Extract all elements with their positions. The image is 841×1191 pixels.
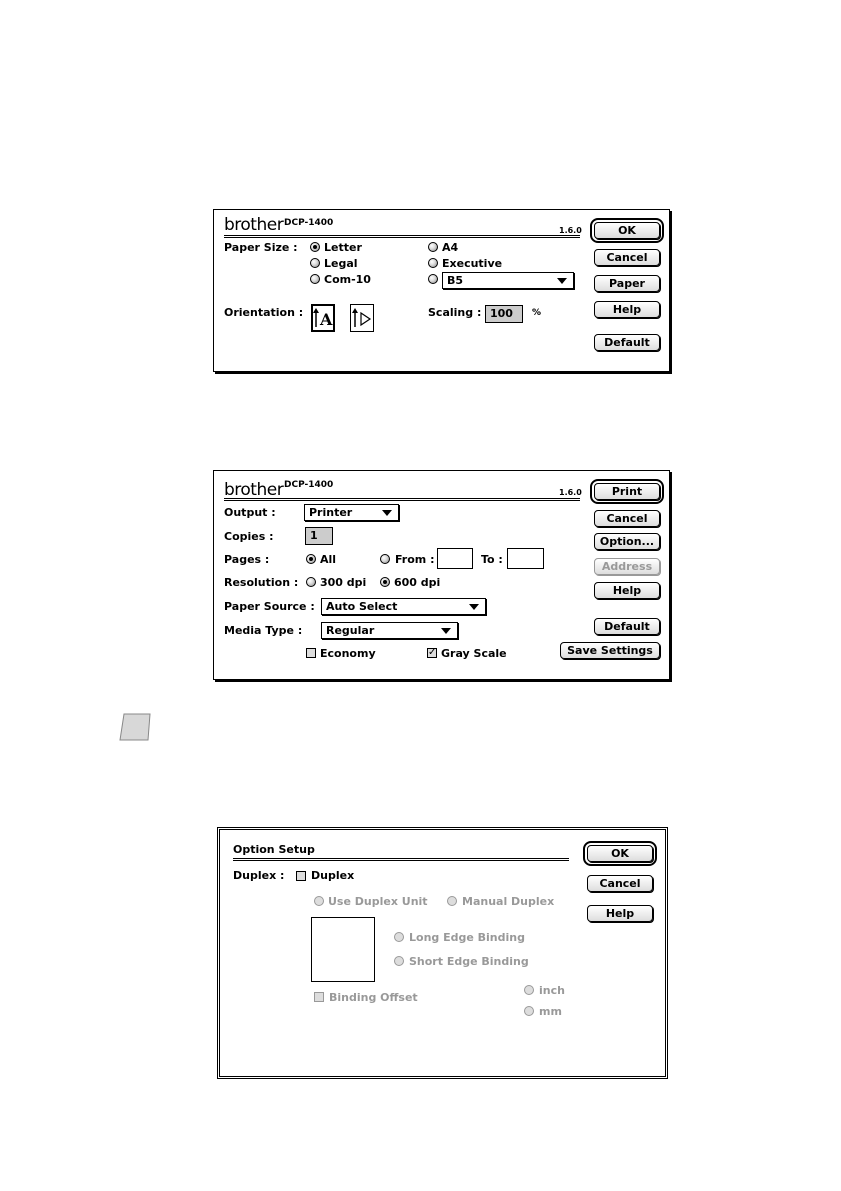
radio-pages-from[interactable] (380, 554, 390, 564)
pages-label: Pages : (224, 553, 270, 566)
res-600-label: 600 dpi (394, 576, 441, 589)
gray-scale-checkbox[interactable]: ✓ (428, 647, 437, 658)
radio-pages-all[interactable] (306, 554, 316, 564)
address-button[interactable]: Address (594, 558, 660, 575)
copies-label: Copies : (224, 530, 274, 543)
cancel-button[interactable]: Cancel (587, 875, 653, 892)
brother-logo: brother (224, 480, 284, 500)
radio-long-edge-binding[interactable] (394, 932, 404, 942)
radio-a4[interactable] (428, 242, 438, 252)
binding-offset-label: Binding Offset (329, 991, 418, 1004)
output-popup-value: Printer (309, 506, 353, 519)
help-button[interactable]: Help (594, 582, 660, 599)
short-edge-label: Short Edge Binding (409, 955, 529, 968)
version-label: 1.6.0 (559, 488, 582, 497)
print-dialog (213, 470, 670, 680)
scaling-input[interactable]: 100 (485, 305, 523, 323)
res-300-label: 300 dpi (320, 576, 367, 589)
scaling-label: Scaling : (428, 306, 482, 319)
paper-size-popup-value: B5 (447, 274, 464, 287)
economy-label: Economy (320, 647, 376, 660)
chevron-down-icon (557, 278, 567, 284)
resolution-label: Resolution : (224, 576, 299, 589)
radio-300dpi[interactable] (306, 577, 316, 587)
version-label: 1.6.0 (559, 226, 582, 235)
pages-to-label: To : (481, 553, 503, 566)
title-divider (224, 498, 580, 501)
page-setup-dialog (213, 209, 670, 372)
paper-button[interactable]: Paper (594, 275, 660, 292)
duplex-preview-box (311, 917, 375, 982)
help-button[interactable]: Help (587, 905, 653, 922)
radio-executive[interactable] (428, 258, 438, 268)
paper-source-popup[interactable] (321, 598, 486, 615)
radio-mm[interactable] (524, 1006, 534, 1016)
option-button[interactable]: Option... (594, 533, 660, 550)
title-divider (233, 858, 569, 861)
duplex-section-label: Duplex : (233, 869, 285, 882)
scaling-unit: % (532, 308, 542, 318)
pages-from-input[interactable] (437, 548, 473, 569)
pages-from-label: From : (395, 553, 435, 566)
inch-label: inch (539, 984, 565, 997)
output-popup[interactable] (304, 504, 399, 521)
radio-600dpi[interactable] (380, 577, 390, 587)
gray-scale-label: Gray Scale (441, 647, 507, 660)
com10-label: Com-10 (324, 273, 371, 286)
pages-to-input[interactable] (507, 548, 544, 569)
radio-legal[interactable] (310, 258, 320, 268)
paper-size-label: Paper Size : (224, 241, 298, 254)
economy-checkbox[interactable] (306, 648, 316, 658)
option-setup-title: Option Setup (233, 843, 315, 856)
media-type-label: Media Type : (224, 624, 303, 637)
chevron-down-icon (441, 628, 451, 634)
radio-short-edge-binding[interactable] (394, 956, 404, 966)
default-button[interactable]: Default (594, 618, 660, 635)
pages-all-label: All (320, 553, 337, 566)
radio-letter[interactable] (310, 242, 320, 252)
radio-com10[interactable] (310, 274, 320, 284)
letter-label: Letter (324, 241, 362, 254)
portrait-orientation-icon[interactable] (311, 304, 335, 332)
help-button[interactable]: Help (594, 301, 660, 318)
manual-duplex-label: Manual Duplex (462, 895, 555, 908)
radio-manual-duplex[interactable] (447, 896, 457, 906)
cancel-button[interactable]: Cancel (594, 249, 660, 266)
duplex-check-label: Duplex (311, 869, 355, 882)
binding-offset-checkbox[interactable] (314, 992, 324, 1002)
output-label: Output : (224, 506, 276, 519)
a4-label: A4 (442, 241, 459, 254)
radio-inch[interactable] (524, 985, 534, 995)
ok-button[interactable]: OK (594, 222, 660, 239)
duplex-checkbox[interactable] (296, 871, 306, 881)
note-icon (118, 712, 154, 746)
media-type-value: Regular (326, 624, 375, 637)
radio-other-size[interactable] (428, 274, 438, 284)
long-edge-label: Long Edge Binding (409, 931, 525, 944)
svg-text:A: A (320, 310, 333, 329)
paper-size-popup[interactable] (442, 272, 574, 289)
paper-source-label: Paper Source : (224, 600, 315, 613)
ok-button[interactable]: OK (587, 845, 653, 862)
title-divider (224, 235, 580, 238)
mm-label: mm (539, 1005, 562, 1018)
chevron-down-icon (382, 510, 392, 516)
executive-label: Executive (442, 257, 503, 270)
radio-use-duplex-unit[interactable] (314, 896, 324, 906)
landscape-orientation-icon[interactable] (350, 304, 374, 332)
copies-input[interactable]: 1 (305, 527, 333, 545)
save-settings-button[interactable]: Save Settings (560, 642, 660, 659)
brother-logo: brother (224, 215, 284, 235)
default-button[interactable]: Default (594, 334, 660, 351)
model-name: DCP-1400 (284, 480, 334, 490)
media-type-popup[interactable] (321, 622, 458, 639)
model-name: DCP-1400 (284, 218, 334, 228)
paper-source-value: Auto Select (326, 600, 398, 613)
option-setup-dialog (217, 827, 668, 1079)
use-duplex-unit-label: Use Duplex Unit (328, 895, 428, 908)
chevron-down-icon (469, 604, 479, 610)
orientation-label: Orientation : (224, 306, 304, 319)
print-button[interactable]: Print (594, 483, 660, 500)
legal-label: Legal (324, 257, 358, 270)
cancel-button[interactable]: Cancel (594, 510, 660, 527)
